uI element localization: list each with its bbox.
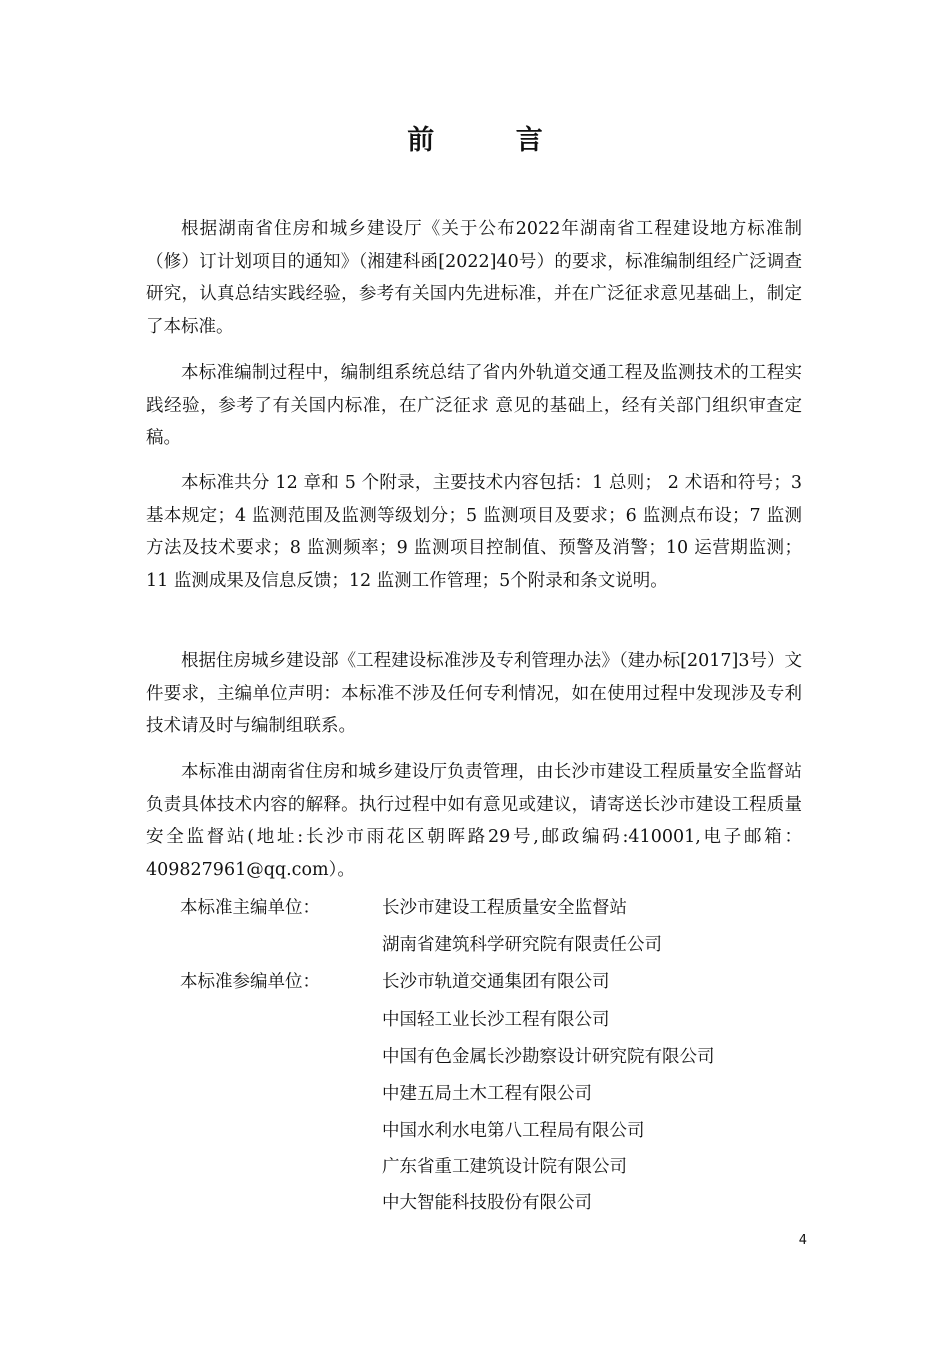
participant-unit-label: 本标准参编单位：: [180, 972, 320, 992]
participant-unit-row: [0, 1153, 950, 1183]
participant-unit-1: 长沙市轨道交通集团有限公司: [382, 972, 610, 992]
chief-unit-row: [0, 894, 950, 924]
participant-unit-row: [0, 1043, 950, 1073]
chief-unit-1: 长沙市建设工程质量安全监督站: [382, 898, 627, 918]
paragraph-1: 根据湖南省住房和城乡建设厅《关于公布2022年湖南省工程建设地方标准制（修）订计划项目的通知》（湘建科函[2022]40号）的要求，标准编制组经广泛调查研究，认真总结实践经验，参考有关国内先进标准，并在广泛征求意见基础上，制定了本标准。: [146, 219, 802, 337]
participant-unit-4: 中建五局土木工程有限公司: [382, 1084, 592, 1104]
participant-unit-row: [0, 968, 950, 998]
chief-unit-2: 湖南省建筑科学研究院有限责任公司: [382, 935, 662, 955]
chief-unit-label: 本标准主编单位：: [180, 898, 320, 918]
paragraph-3: 本标准共分 12 章和 5 个附录，主要技术内容包括：1 总则； 2 术语和符号；3 基本规定；4 监测范围及监测等级划分；5 监测项目及要求；6 监测点布设；7 监测方法及技术要求；8 监测频率；9 监测项目控制值、预警及消警；10 运营期监测；11 监测成果及信息反馈；12 监测工作管理；5个附录和条文说明。: [146, 473, 802, 591]
participant-unit-3: 中国有色金属长沙勘察设计研究院有限公司: [382, 1047, 715, 1067]
paragraph-4: 根据住房城乡建设部《工程建设标准涉及专利管理办法》（建办标[2017]3号）文件要求，主编单位声明：本标准不涉及任何专利情况，如在使用过程中发现涉及专利技术请及时与编制组联系。: [146, 651, 802, 736]
participant-unit-row: [0, 1080, 950, 1110]
participant-unit-row: [0, 1006, 950, 1036]
participant-unit-row: [0, 1189, 950, 1219]
participant-unit-6: 广东省重工建筑设计院有限公司: [382, 1157, 627, 1177]
page-number: 4: [798, 1233, 807, 1248]
paragraph-2: 本标准编制过程中，编制组系统总结了省内外轨道交通工程及监测技术的工程实践经验，参考了有关国内标准，在广泛征求 意见的基础上，经有关部门组织审查定稿。: [146, 363, 802, 448]
participant-unit-2: 中国轻工业长沙工程有限公司: [382, 1010, 610, 1030]
chief-unit-row: [0, 931, 950, 961]
paragraph-5: 本标准由湖南省住房和城乡建设厅负责管理，由长沙市建设工程质量安全监督站负责具体技术内容的解释。执行过程中如有意见或建议，请寄送长沙市建设工程质量安全监督站(地址:长沙市雨花区朝晖路29号,邮政编码:410001,电子邮箱：409827961@qq.com）。: [146, 762, 802, 880]
participant-unit-row: [0, 1117, 950, 1147]
page-title: 前 言: [407, 125, 579, 156]
participant-unit-7: 中大智能科技股份有限公司: [382, 1193, 592, 1213]
participant-unit-5: 中国水利水电第八工程局有限公司: [382, 1121, 645, 1141]
